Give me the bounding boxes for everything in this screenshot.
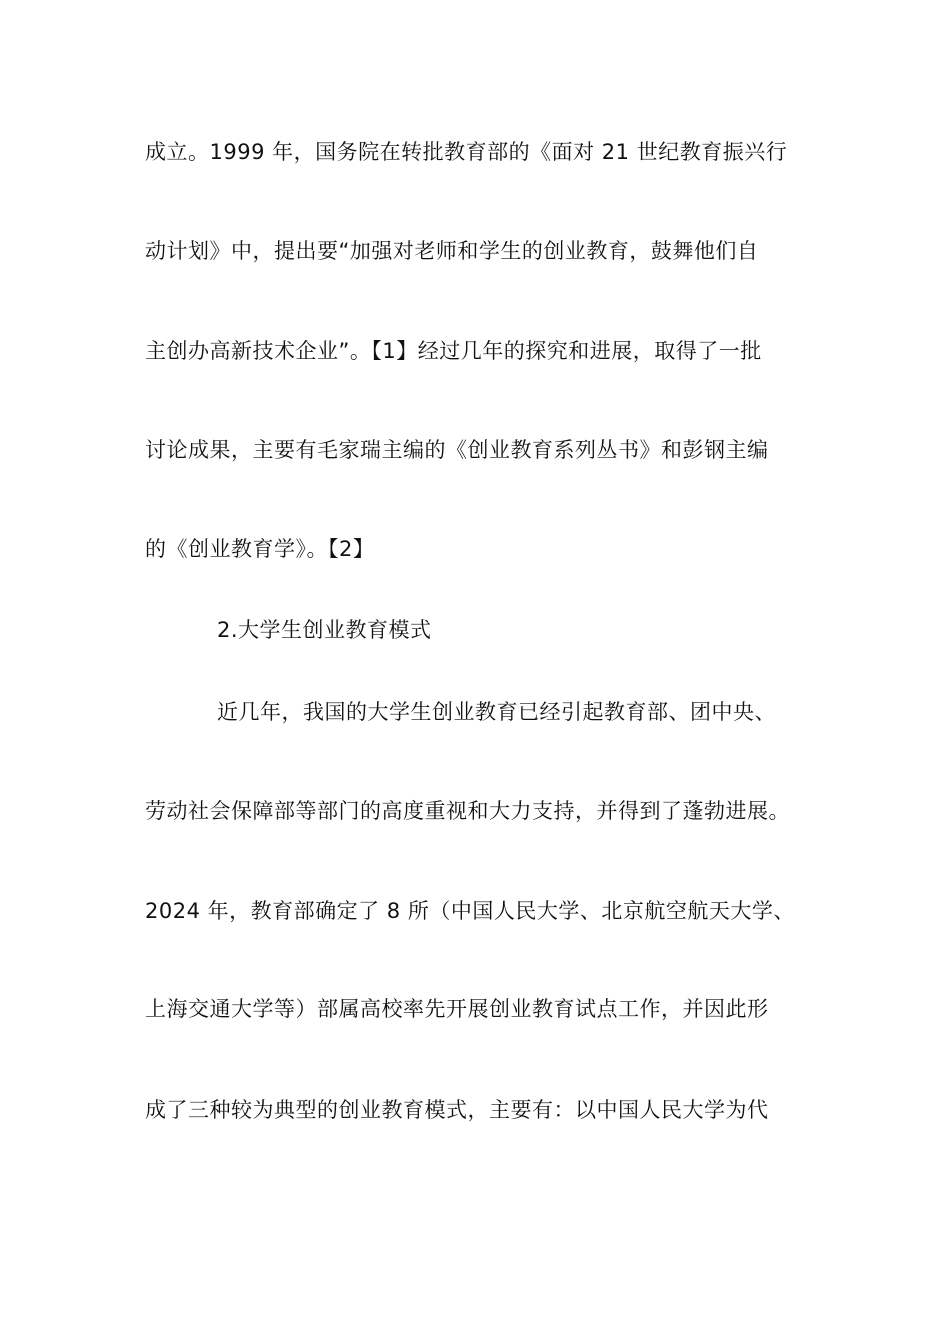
text-line: 劳动社会保障部等部门的高度重视和大力支持，并得到了蓬勃进展。 bbox=[145, 799, 790, 823]
text-line: 成立。1999 年，国务院在转批教育部的《面对 21 世纪教育振兴行 bbox=[145, 140, 788, 164]
text-line: 讨论成果，主要有毛家瑞主编的《创业教育系列丛书》和彭钢主编 bbox=[145, 438, 769, 462]
text-line: 主创办高新技术企业”。【1】经过几年的探究和进展，取得了一批 bbox=[145, 339, 762, 363]
text-line: 2024 年，教育部确定了 8 所（中国人民大学、北京航空航天大学、 bbox=[145, 899, 795, 923]
text-line: 成了三种较为典型的创业教育模式，主要有：以中国人民大学为代 bbox=[145, 1098, 769, 1122]
text-line: 动计划》中，提出要“加强对老师和学生的创业教育，鼓舞他们自 bbox=[145, 239, 759, 263]
text-line: 的《创业教育学》。【2】 bbox=[145, 537, 375, 561]
text-line: 近几年，我国的大学生创业教育已经引起教育部、团中央、 bbox=[217, 700, 776, 724]
text-line: 上海交通大学等）部属高校率先开展创业教育试点工作，并因此形 bbox=[145, 997, 769, 1021]
section-heading: 2.大学生创业教育模式 bbox=[217, 618, 432, 642]
